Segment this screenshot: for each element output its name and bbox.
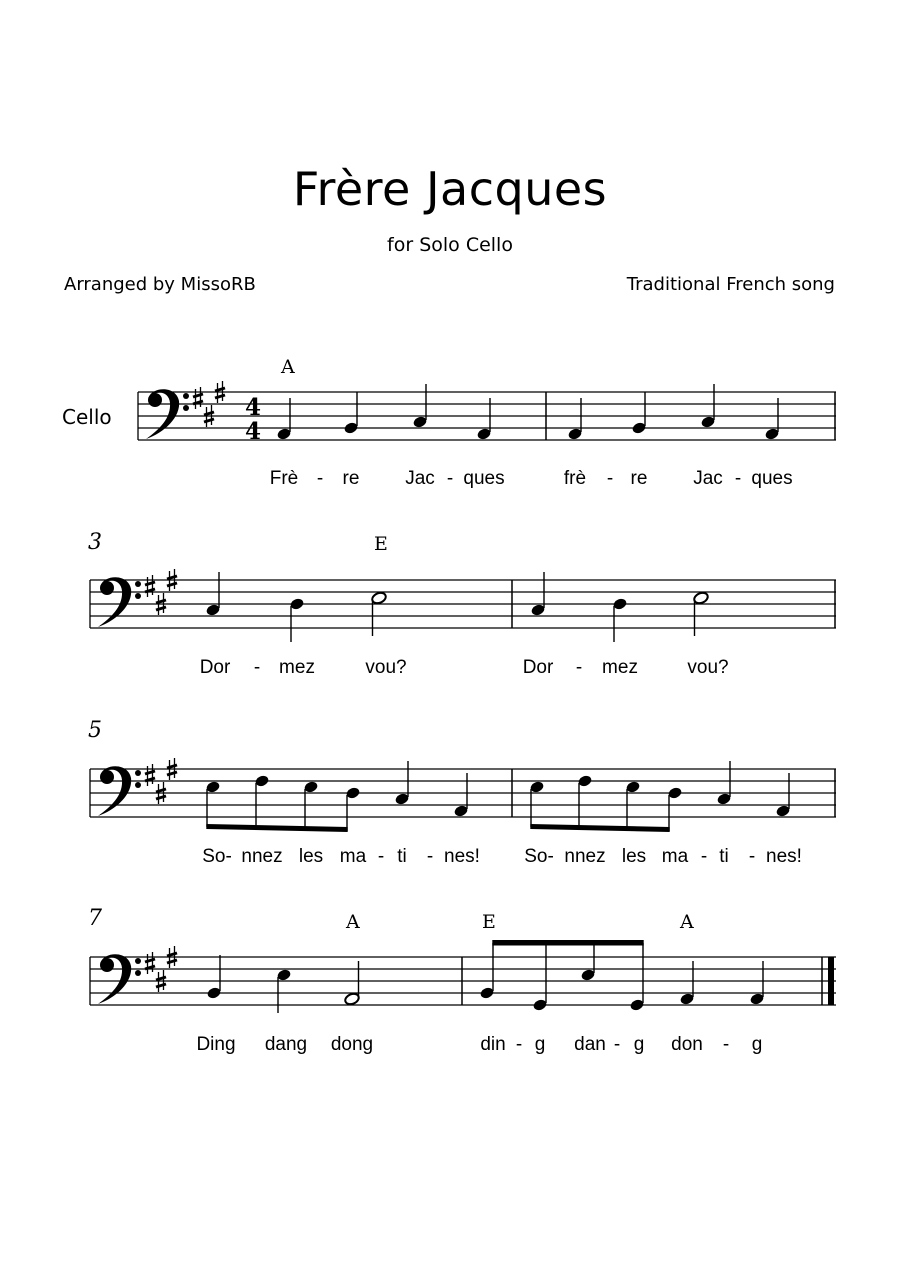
lyric-hyphen: - — [377, 846, 385, 867]
lyric-syllable: So- — [524, 846, 554, 867]
lyric-syllable: les — [298, 846, 324, 867]
lyric-hyphen: - — [426, 846, 434, 867]
lyric-syllable: frè — [563, 468, 587, 489]
time-signature-denominator: 4 — [245, 418, 262, 445]
lyric-syllable: g — [633, 1034, 645, 1055]
arranger-credit: Arranged by MissoRB — [64, 274, 256, 295]
lyric-syllable: nes! — [444, 846, 480, 867]
lyric-hyphen: - — [748, 846, 756, 867]
lyric-syllable: vou? — [365, 657, 407, 678]
composer-credit: Traditional French song — [626, 274, 835, 295]
lyric-syllable: din — [480, 1034, 506, 1055]
lyric-syllable: ques — [463, 468, 505, 489]
staff-system-3 — [90, 758, 836, 832]
lyric-syllable: ti — [719, 846, 729, 867]
lyric-hyphen: - — [575, 657, 583, 678]
lyric-syllable: nnez — [564, 846, 606, 867]
lyric-syllable: ques — [751, 468, 793, 489]
lyric-syllable: Jac — [693, 468, 723, 489]
lyric-syllable: dong — [330, 1034, 374, 1055]
lyric-syllable: So- — [202, 846, 232, 867]
lyric-syllable: g — [751, 1034, 763, 1055]
lyric-syllable: ma — [661, 846, 689, 867]
lyric-syllable: dan — [574, 1034, 606, 1055]
lyric-hyphen: - — [515, 1034, 523, 1055]
lyric-syllable: Ding — [196, 1034, 236, 1055]
lyric-syllable: vou? — [687, 657, 729, 678]
measure-number: 7 — [88, 906, 102, 931]
lyric-syllable: re — [342, 468, 360, 489]
lyric-syllable: g — [534, 1034, 546, 1055]
staff-system-1 — [138, 381, 836, 445]
subtitle: for Solo Cello — [387, 234, 513, 256]
lyric-syllable: ti — [397, 846, 407, 867]
lyric-syllable: nes! — [766, 846, 802, 867]
lyric-syllable: Jac — [405, 468, 435, 489]
lyric-syllable: nnez — [241, 846, 283, 867]
lyric-syllable: re — [630, 468, 648, 489]
lyric-syllable: Dor — [199, 657, 231, 678]
lyric-hyphen: - — [446, 468, 454, 489]
page-title: Frère Jacques — [292, 162, 608, 216]
chord-symbol: A — [281, 356, 295, 378]
measure-number: 3 — [88, 530, 102, 555]
lyric-syllable: mez — [279, 657, 315, 678]
time-signature-numerator: 4 — [245, 394, 262, 421]
chord-symbol: E — [482, 911, 496, 933]
lyric-hyphen: - — [316, 468, 324, 489]
lyric-syllable: don — [671, 1034, 703, 1055]
chord-symbol: A — [680, 911, 694, 933]
lyric-hyphen: - — [613, 1034, 621, 1055]
lyric-syllable: Dor — [522, 657, 554, 678]
lyric-hyphen: - — [253, 657, 261, 678]
lyric-syllable: dang — [264, 1034, 308, 1055]
lyric-syllable: mez — [602, 657, 638, 678]
lyric-hyphen: - — [700, 846, 708, 867]
instrument-label: Cello — [62, 405, 112, 429]
lyric-syllable: ma — [339, 846, 367, 867]
staff-system-2 — [90, 569, 836, 642]
measure-number: 5 — [88, 718, 102, 743]
chord-symbol: A — [346, 911, 360, 933]
lyric-hyphen: - — [606, 468, 614, 489]
lyric-hyphen: - — [722, 1034, 730, 1055]
lyric-syllable: Frè — [269, 468, 299, 489]
staff-system-4 — [90, 940, 836, 1013]
chord-symbol: E — [374, 533, 388, 555]
lyric-hyphen: - — [734, 468, 742, 489]
lyric-syllable: les — [621, 846, 647, 867]
